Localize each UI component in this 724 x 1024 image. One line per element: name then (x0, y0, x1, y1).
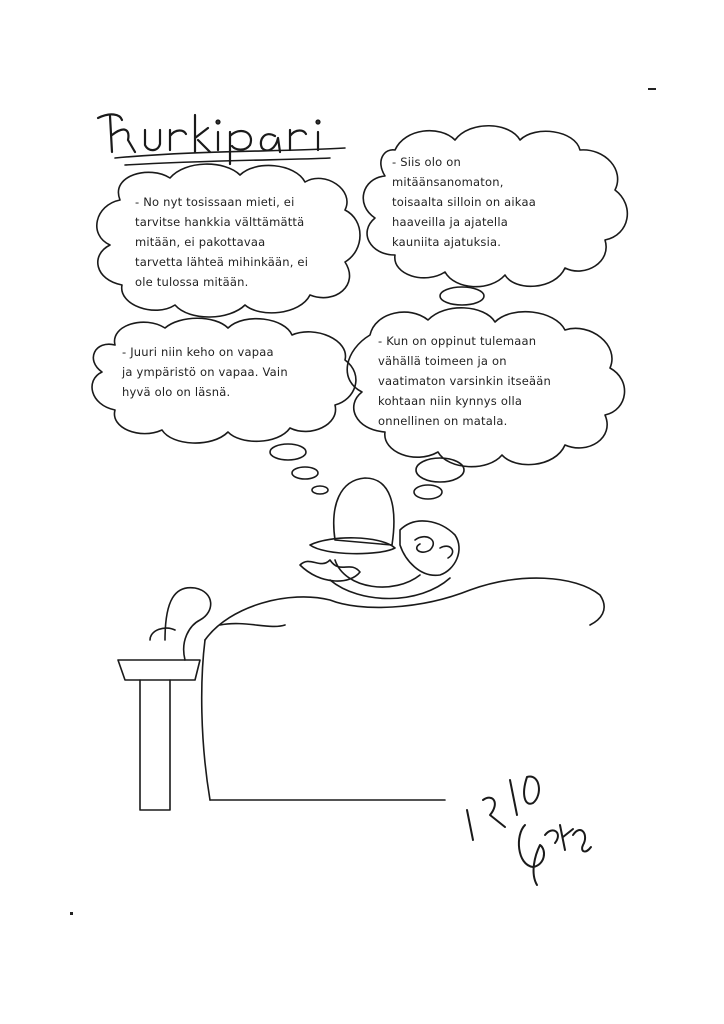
bubble-3-text: - Juuri niin keho on vapaa ja ympäristö on vapaa. Vain hyvä olo on läsnä. (122, 345, 288, 399)
bubble-1-text: - No nyt tosissaan mieti, ei tarvitse hankkia välttämättä mitään, ei pakottavaa tarvetta lähteä mihinkään, ei ole tulossa mitään. (135, 195, 309, 289)
thought-dot (414, 485, 442, 499)
thought-dot (270, 444, 306, 460)
signature (455, 755, 595, 895)
thought-dot (292, 467, 318, 479)
thought-dot (312, 486, 328, 494)
thought-dot (416, 458, 464, 482)
title-lettering (90, 100, 350, 170)
bedpost (118, 660, 200, 680)
signature-scribble (455, 755, 595, 895)
bubble-2-text: - Siis olo on mitäänsanomaton, toisaalta silloin on aikaa haaveilla ja ajatella kauniita ajatuksia. (392, 155, 536, 249)
nightcap (334, 478, 394, 545)
scan-mark (648, 88, 656, 90)
comic-title (90, 100, 350, 170)
blanket (205, 578, 604, 640)
scan-mark (70, 912, 73, 915)
thought-dot (440, 287, 484, 305)
bubble-4-text: - Kun on oppinut tulemaan vähällä toimeen ja on vaatimaton varsinkin itseään kohtaan niin kynnys olla onnellinen on matala. (378, 334, 551, 428)
